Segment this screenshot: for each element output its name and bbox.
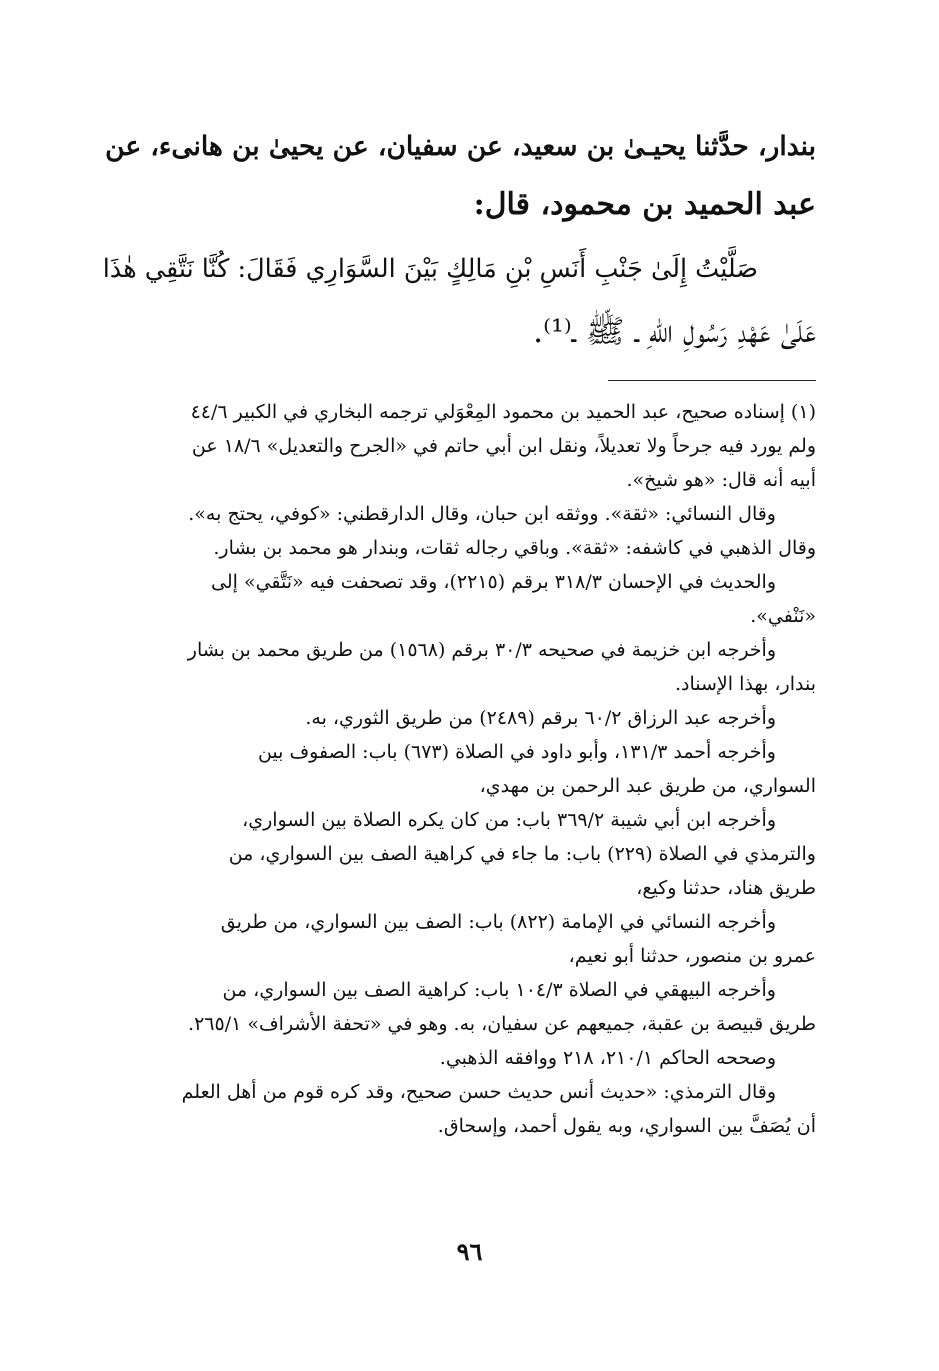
footnote-line: وأخرجه النسائي في الإمامة (٨٢٢) باب: الصف بين السواري، من طريق [220, 911, 776, 933]
hadith-line: صَلَّيْتُ إِلَىٰ جَنْبِ أَنَسِ بْنِ مَالِكٍ بَيْنَ السَّوَارِي فَقَالَ: كُنَّا نَتَّقِي هٰذَا [102, 254, 758, 284]
footnote-line: وأخرجه البيهقي في الصلاة ١٠٤/٣ باب: كراهية الصف بين السواري، من [222, 979, 776, 1001]
footnote-line: وأخرجه ابن خزيمة في صحيحه ٣٠/٣ برقم (١٥٦٨) من طريق محمد بن بشار [187, 639, 776, 661]
footnote-line: السواري، من طريق عبد الرحمن بن مهدي، [479, 775, 816, 797]
footnote-line: وقال الترمذي: «حديث أنس حديث حسن صحيح، وقد كره قوم من أهل العلم [181, 1081, 776, 1103]
footnote-line: أبيه أنه قال: «هو شيخ». [626, 469, 816, 491]
footnote-line: والترمذي في الصلاة (٢٢٩) باب: ما جاء في كراهية الصف بين السواري، من [228, 843, 816, 865]
footnote-line: أن يُصَفَّ بين السواري، وبه يقول أحمد، وإسحاق. [437, 1115, 816, 1137]
page-body [96, 118, 816, 1143]
main-text-line: بندار، حدَّثنا يحيـىٰ بن سعيد، عن سفيان، عن يحيىٰ بن هانىء، عن [105, 131, 816, 162]
footnote-line: ولم يورد فيه جرحاً ولا تعديلاً، ونقل ابن أبي حاتم في «الجرح والتعديل» ١٨/٦ عن [191, 435, 816, 457]
footnote-divider [608, 380, 816, 381]
main-text-line: عبد الحميد بن محمود، قال: [473, 187, 816, 222]
footnote-line: وأخرجه أحمد ١٣١/٣، وأبو داود في الصلاة (٦٧٣) باب: الصفوف بين [257, 741, 776, 763]
footnote-line: وقال النسائي: «ثقة». ووثقه ابن حبان، وقال الدارقطني: «كوفي، يحتج به». [188, 503, 776, 525]
footnote-line: وقال الذهبي في كاشفه: «ثقة». وباقي رجاله ثقات، وبندار هو محمد بن بشار. [213, 537, 816, 559]
hadith-text [96, 238, 816, 362]
footnote-line: طريق هناد، حدثنا وكيع، [636, 877, 816, 899]
page-number: ٩٦ [456, 1237, 483, 1266]
footnote-line: عمرو بن منصور، حدثنا أبو نعيم، [568, 945, 816, 967]
footnote-line: والحديث في الإحسان ٣١٨/٣ برقم (٢٢١٥)، وقد تصحفت فيه «نَتَّقي» إلى [211, 571, 776, 593]
footnote-line: «نَنْفي». [750, 605, 816, 627]
footnotes [96, 395, 816, 1143]
footnote-line: طريق قبيصة بن عقبة، جميعهم عن سفيان، به. وهو في «تحفة الأشراف» ٢٦٥/١. [188, 1013, 816, 1035]
footnote-line: وأخرجه عبد الرزاق ٦٠/٢ برقم (٢٤٨٩) من طريق الثوري، به. [305, 707, 776, 729]
footnote-line: (١) إسناده صحيح، عبد الحميد بن محمود المِعْوَلي ترجمه البخاري في الكبير ٤٤/٦ [190, 401, 816, 423]
hadith-line: عَلَىٰ عَهْدِ رَسُولِ اللهِ ـ ﷺ ـ⁽¹⁾. [533, 312, 816, 350]
footnote-line: وأخرجه ابن أبي شيبة ٣٦٩/٢ باب: من كان يكره الصلاة بين السواري، [242, 809, 776, 831]
main-text [96, 118, 816, 234]
footnote-line: بندار، بهذا الإسناد. [674, 673, 816, 695]
footnote-line: وصححه الحاكم ٢١٠/١، ٢١٨ ووافقه الذهبي. [439, 1047, 776, 1069]
